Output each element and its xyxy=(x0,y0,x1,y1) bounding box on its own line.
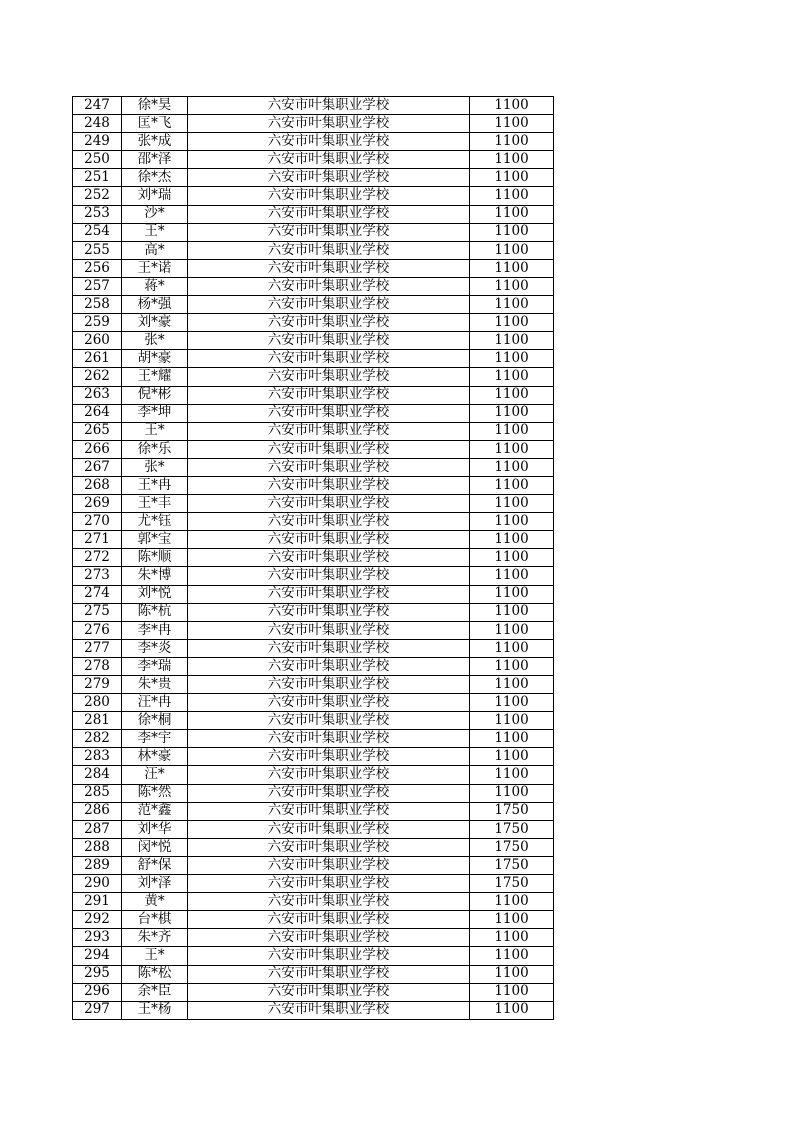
row-number-cell: 284 xyxy=(73,766,122,784)
school-name-cell: 六安市叶集职业学校 xyxy=(188,386,470,404)
table-row xyxy=(73,458,554,476)
school-name-cell: 六安市叶集职业学校 xyxy=(188,965,470,983)
school-name-cell: 六安市叶集职业学校 xyxy=(188,115,470,133)
table-row xyxy=(73,965,554,983)
school-name-cell: 六安市叶集职业学校 xyxy=(188,549,470,567)
school-name-cell: 六安市叶集职业学校 xyxy=(188,495,470,513)
amount-cell: 1100 xyxy=(470,458,554,476)
amount-cell: 1100 xyxy=(470,332,554,350)
table-row xyxy=(73,567,554,585)
student-name-cell: 林*豪 xyxy=(122,748,188,766)
student-name-cell: 匡*飞 xyxy=(122,115,188,133)
table-row xyxy=(73,151,554,169)
student-name-cell: 朱*博 xyxy=(122,567,188,585)
school-name-cell: 六安市叶集职业学校 xyxy=(188,802,470,820)
table-row xyxy=(73,386,554,404)
amount-cell: 1100 xyxy=(470,676,554,694)
row-number-cell: 277 xyxy=(73,639,122,657)
amount-cell: 1100 xyxy=(470,784,554,802)
student-name-cell: 张* xyxy=(122,458,188,476)
student-name-cell: 范*鑫 xyxy=(122,802,188,820)
amount-cell: 1100 xyxy=(470,259,554,277)
row-number-cell: 287 xyxy=(73,820,122,838)
amount-cell: 1100 xyxy=(470,187,554,205)
amount-cell: 1100 xyxy=(470,657,554,675)
school-name-cell: 六安市叶集职业学校 xyxy=(188,277,470,295)
student-name-cell: 邵*泽 xyxy=(122,151,188,169)
amount-cell: 1750 xyxy=(470,856,554,874)
table-row xyxy=(73,983,554,1001)
row-number-cell: 286 xyxy=(73,802,122,820)
student-name-cell: 杨*强 xyxy=(122,296,188,314)
row-number-cell: 273 xyxy=(73,567,122,585)
school-name-cell: 六安市叶集职业学校 xyxy=(188,929,470,947)
student-name-cell: 汪* xyxy=(122,766,188,784)
table-row xyxy=(73,404,554,422)
table-row xyxy=(73,676,554,694)
table-row xyxy=(73,115,554,133)
table-row xyxy=(73,730,554,748)
amount-cell: 1100 xyxy=(470,567,554,585)
table-row xyxy=(73,531,554,549)
row-number-cell: 259 xyxy=(73,314,122,332)
table-row xyxy=(73,712,554,730)
amount-cell: 1100 xyxy=(470,296,554,314)
school-name-cell: 六安市叶集职业学校 xyxy=(188,422,470,440)
amount-cell: 1100 xyxy=(470,241,554,259)
school-name-cell: 六安市叶集职业学校 xyxy=(188,476,470,494)
row-number-cell: 293 xyxy=(73,929,122,947)
school-name-cell: 六安市叶集职业学校 xyxy=(188,820,470,838)
school-name-cell: 六安市叶集职业学校 xyxy=(188,621,470,639)
row-number-cell: 278 xyxy=(73,657,122,675)
roster-table xyxy=(72,96,554,1020)
row-number-cell: 264 xyxy=(73,404,122,422)
school-name-cell: 六安市叶集职业学校 xyxy=(188,730,470,748)
school-name-cell: 六安市叶集职业学校 xyxy=(188,241,470,259)
school-name-cell: 六安市叶集职业学校 xyxy=(188,332,470,350)
amount-cell: 1100 xyxy=(470,277,554,295)
row-number-cell: 282 xyxy=(73,730,122,748)
student-name-cell: 王*杨 xyxy=(122,1001,188,1019)
row-number-cell: 258 xyxy=(73,296,122,314)
table-row xyxy=(73,639,554,657)
row-number-cell: 255 xyxy=(73,241,122,259)
row-number-cell: 294 xyxy=(73,947,122,965)
row-number-cell: 280 xyxy=(73,694,122,712)
school-name-cell: 六安市叶集职业学校 xyxy=(188,531,470,549)
student-name-cell: 王* xyxy=(122,422,188,440)
row-number-cell: 290 xyxy=(73,875,122,893)
row-number-cell: 288 xyxy=(73,838,122,856)
amount-cell: 1750 xyxy=(470,820,554,838)
student-name-cell: 张* xyxy=(122,332,188,350)
row-number-cell: 257 xyxy=(73,277,122,295)
amount-cell: 1100 xyxy=(470,893,554,911)
student-name-cell: 李*炎 xyxy=(122,639,188,657)
school-name-cell: 六安市叶集职业学校 xyxy=(188,748,470,766)
amount-cell: 1100 xyxy=(470,947,554,965)
row-number-cell: 292 xyxy=(73,911,122,929)
amount-cell: 1100 xyxy=(470,549,554,567)
student-name-cell: 徐*杰 xyxy=(122,169,188,187)
table-row xyxy=(73,893,554,911)
table-row xyxy=(73,549,554,567)
amount-cell: 1100 xyxy=(470,730,554,748)
table-row xyxy=(73,205,554,223)
table-row xyxy=(73,657,554,675)
student-name-cell: 刘*豪 xyxy=(122,314,188,332)
row-number-cell: 252 xyxy=(73,187,122,205)
amount-cell: 1100 xyxy=(470,585,554,603)
amount-cell: 1100 xyxy=(470,621,554,639)
table-row xyxy=(73,694,554,712)
table-row xyxy=(73,296,554,314)
amount-cell: 1100 xyxy=(470,1001,554,1019)
student-name-cell: 朱*齐 xyxy=(122,929,188,947)
school-name-cell: 六安市叶集职业学校 xyxy=(188,296,470,314)
student-name-cell: 陈*然 xyxy=(122,784,188,802)
table-row xyxy=(73,1001,554,1019)
school-name-cell: 六安市叶集职业学校 xyxy=(188,856,470,874)
student-name-cell: 徐*桐 xyxy=(122,712,188,730)
table-row xyxy=(73,947,554,965)
amount-cell: 1100 xyxy=(470,766,554,784)
amount-cell: 1100 xyxy=(470,694,554,712)
row-number-cell: 270 xyxy=(73,513,122,531)
amount-cell: 1100 xyxy=(470,97,554,115)
school-name-cell: 六安市叶集职业学校 xyxy=(188,676,470,694)
student-name-cell: 陈*顺 xyxy=(122,549,188,567)
student-name-cell: 闵*悦 xyxy=(122,838,188,856)
row-number-cell: 279 xyxy=(73,676,122,694)
school-name-cell: 六安市叶集职业学校 xyxy=(188,513,470,531)
table-row xyxy=(73,259,554,277)
amount-cell: 1100 xyxy=(470,169,554,187)
table-row xyxy=(73,350,554,368)
row-number-cell: 289 xyxy=(73,856,122,874)
table-row xyxy=(73,277,554,295)
school-name-cell: 六安市叶集职业学校 xyxy=(188,603,470,621)
row-number-cell: 250 xyxy=(73,151,122,169)
student-name-cell: 李*坤 xyxy=(122,404,188,422)
school-name-cell: 六安市叶集职业学校 xyxy=(188,350,470,368)
amount-cell: 1100 xyxy=(470,476,554,494)
amount-cell: 1750 xyxy=(470,875,554,893)
row-number-cell: 268 xyxy=(73,476,122,494)
student-name-cell: 汪*冉 xyxy=(122,694,188,712)
student-name-cell: 余*臣 xyxy=(122,983,188,1001)
school-name-cell: 六安市叶集职业学校 xyxy=(188,259,470,277)
table-row xyxy=(73,97,554,115)
row-number-cell: 296 xyxy=(73,983,122,1001)
student-name-cell: 陈*松 xyxy=(122,965,188,983)
table-row xyxy=(73,169,554,187)
table-row xyxy=(73,495,554,513)
row-number-cell: 254 xyxy=(73,223,122,241)
table-row xyxy=(73,368,554,386)
school-name-cell: 六安市叶集职业学校 xyxy=(188,133,470,151)
school-name-cell: 六安市叶集职业学校 xyxy=(188,205,470,223)
table-row xyxy=(73,241,554,259)
student-name-cell: 陈*杭 xyxy=(122,603,188,621)
table-row xyxy=(73,187,554,205)
student-name-cell: 刘*华 xyxy=(122,820,188,838)
school-name-cell: 六安市叶集职业学校 xyxy=(188,983,470,1001)
row-number-cell: 275 xyxy=(73,603,122,621)
table-row xyxy=(73,929,554,947)
school-name-cell: 六安市叶集职业学校 xyxy=(188,440,470,458)
table-row xyxy=(73,133,554,151)
school-name-cell: 六安市叶集职业学校 xyxy=(188,911,470,929)
row-number-cell: 295 xyxy=(73,965,122,983)
student-name-cell: 沙* xyxy=(122,205,188,223)
school-name-cell: 六安市叶集职业学校 xyxy=(188,404,470,422)
table-row xyxy=(73,748,554,766)
row-number-cell: 272 xyxy=(73,549,122,567)
amount-cell: 1100 xyxy=(470,314,554,332)
table-row xyxy=(73,621,554,639)
student-name-cell: 刘*悦 xyxy=(122,585,188,603)
table-row xyxy=(73,603,554,621)
amount-cell: 1100 xyxy=(470,748,554,766)
school-name-cell: 六安市叶集职业学校 xyxy=(188,766,470,784)
student-name-cell: 朱*贵 xyxy=(122,676,188,694)
school-name-cell: 六安市叶集职业学校 xyxy=(188,694,470,712)
table-row xyxy=(73,856,554,874)
school-name-cell: 六安市叶集职业学校 xyxy=(188,657,470,675)
student-name-cell: 蒋* xyxy=(122,277,188,295)
student-name-cell: 王*冉 xyxy=(122,476,188,494)
table-row xyxy=(73,911,554,929)
school-name-cell: 六安市叶集职业学校 xyxy=(188,875,470,893)
school-name-cell: 六安市叶集职业学校 xyxy=(188,97,470,115)
student-name-cell: 徐*昊 xyxy=(122,97,188,115)
student-name-cell: 刘*瑞 xyxy=(122,187,188,205)
amount-cell: 1100 xyxy=(470,368,554,386)
row-number-cell: 283 xyxy=(73,748,122,766)
student-name-cell: 张*成 xyxy=(122,133,188,151)
amount-cell: 1100 xyxy=(470,223,554,241)
table-row xyxy=(73,766,554,784)
table-row xyxy=(73,838,554,856)
amount-cell: 1100 xyxy=(470,929,554,947)
row-number-cell: 271 xyxy=(73,531,122,549)
row-number-cell: 260 xyxy=(73,332,122,350)
amount-cell: 1100 xyxy=(470,911,554,929)
student-name-cell: 黄* xyxy=(122,893,188,911)
school-name-cell: 六安市叶集职业学校 xyxy=(188,585,470,603)
row-number-cell: 274 xyxy=(73,585,122,603)
school-name-cell: 六安市叶集职业学校 xyxy=(188,838,470,856)
school-name-cell: 六安市叶集职业学校 xyxy=(188,893,470,911)
row-number-cell: 297 xyxy=(73,1001,122,1019)
school-name-cell: 六安市叶集职业学校 xyxy=(188,639,470,657)
student-name-cell: 王*诺 xyxy=(122,259,188,277)
row-number-cell: 285 xyxy=(73,784,122,802)
row-number-cell: 276 xyxy=(73,621,122,639)
amount-cell: 1100 xyxy=(470,603,554,621)
amount-cell: 1100 xyxy=(470,965,554,983)
row-number-cell: 248 xyxy=(73,115,122,133)
student-name-cell: 舒*保 xyxy=(122,856,188,874)
school-name-cell: 六安市叶集职业学校 xyxy=(188,784,470,802)
row-number-cell: 251 xyxy=(73,169,122,187)
table-row xyxy=(73,513,554,531)
student-name-cell: 郭*宝 xyxy=(122,531,188,549)
table-row xyxy=(73,476,554,494)
amount-cell: 1100 xyxy=(470,531,554,549)
student-name-cell: 李*瑞 xyxy=(122,657,188,675)
row-number-cell: 256 xyxy=(73,259,122,277)
amount-cell: 1100 xyxy=(470,386,554,404)
school-name-cell: 六安市叶集职业学校 xyxy=(188,223,470,241)
school-name-cell: 六安市叶集职业学校 xyxy=(188,169,470,187)
student-name-cell: 李*冉 xyxy=(122,621,188,639)
student-name-cell: 倪*彬 xyxy=(122,386,188,404)
amount-cell: 1750 xyxy=(470,838,554,856)
student-name-cell: 胡*豪 xyxy=(122,350,188,368)
row-number-cell: 249 xyxy=(73,133,122,151)
table-row xyxy=(73,314,554,332)
table-row xyxy=(73,332,554,350)
amount-cell: 1100 xyxy=(470,151,554,169)
table-row xyxy=(73,820,554,838)
amount-cell: 1100 xyxy=(470,115,554,133)
student-name-cell: 李*宇 xyxy=(122,730,188,748)
student-name-cell: 高* xyxy=(122,241,188,259)
table-row xyxy=(73,802,554,820)
school-name-cell: 六安市叶集职业学校 xyxy=(188,368,470,386)
table-row xyxy=(73,223,554,241)
amount-cell: 1100 xyxy=(470,712,554,730)
student-name-cell: 徐*乐 xyxy=(122,440,188,458)
amount-cell: 1100 xyxy=(470,983,554,1001)
roster-table-body xyxy=(73,97,554,1020)
row-number-cell: 281 xyxy=(73,712,122,730)
amount-cell: 1100 xyxy=(470,205,554,223)
school-name-cell: 六安市叶集职业学校 xyxy=(188,314,470,332)
amount-cell: 1100 xyxy=(470,350,554,368)
student-name-cell: 王*丰 xyxy=(122,495,188,513)
school-name-cell: 六安市叶集职业学校 xyxy=(188,1001,470,1019)
table-row xyxy=(73,784,554,802)
student-name-cell: 王* xyxy=(122,223,188,241)
amount-cell: 1750 xyxy=(470,802,554,820)
amount-cell: 1100 xyxy=(470,440,554,458)
row-number-cell: 269 xyxy=(73,495,122,513)
amount-cell: 1100 xyxy=(470,639,554,657)
row-number-cell: 291 xyxy=(73,893,122,911)
table-row xyxy=(73,422,554,440)
amount-cell: 1100 xyxy=(470,422,554,440)
school-name-cell: 六安市叶集职业学校 xyxy=(188,712,470,730)
row-number-cell: 247 xyxy=(73,97,122,115)
row-number-cell: 261 xyxy=(73,350,122,368)
school-name-cell: 六安市叶集职业学校 xyxy=(188,151,470,169)
student-name-cell: 尤*钰 xyxy=(122,513,188,531)
student-name-cell: 刘*泽 xyxy=(122,875,188,893)
school-name-cell: 六安市叶集职业学校 xyxy=(188,187,470,205)
student-name-cell: 王*耀 xyxy=(122,368,188,386)
school-name-cell: 六安市叶集职业学校 xyxy=(188,947,470,965)
row-number-cell: 267 xyxy=(73,458,122,476)
table-row xyxy=(73,875,554,893)
row-number-cell: 265 xyxy=(73,422,122,440)
row-number-cell: 266 xyxy=(73,440,122,458)
amount-cell: 1100 xyxy=(470,133,554,151)
table-row xyxy=(73,585,554,603)
row-number-cell: 263 xyxy=(73,386,122,404)
amount-cell: 1100 xyxy=(470,404,554,422)
school-name-cell: 六安市叶集职业学校 xyxy=(188,458,470,476)
row-number-cell: 262 xyxy=(73,368,122,386)
table-row xyxy=(73,440,554,458)
amount-cell: 1100 xyxy=(470,513,554,531)
school-name-cell: 六安市叶集职业学校 xyxy=(188,567,470,585)
row-number-cell: 253 xyxy=(73,205,122,223)
student-name-cell: 王* xyxy=(122,947,188,965)
student-name-cell: 台*棋 xyxy=(122,911,188,929)
amount-cell: 1100 xyxy=(470,495,554,513)
